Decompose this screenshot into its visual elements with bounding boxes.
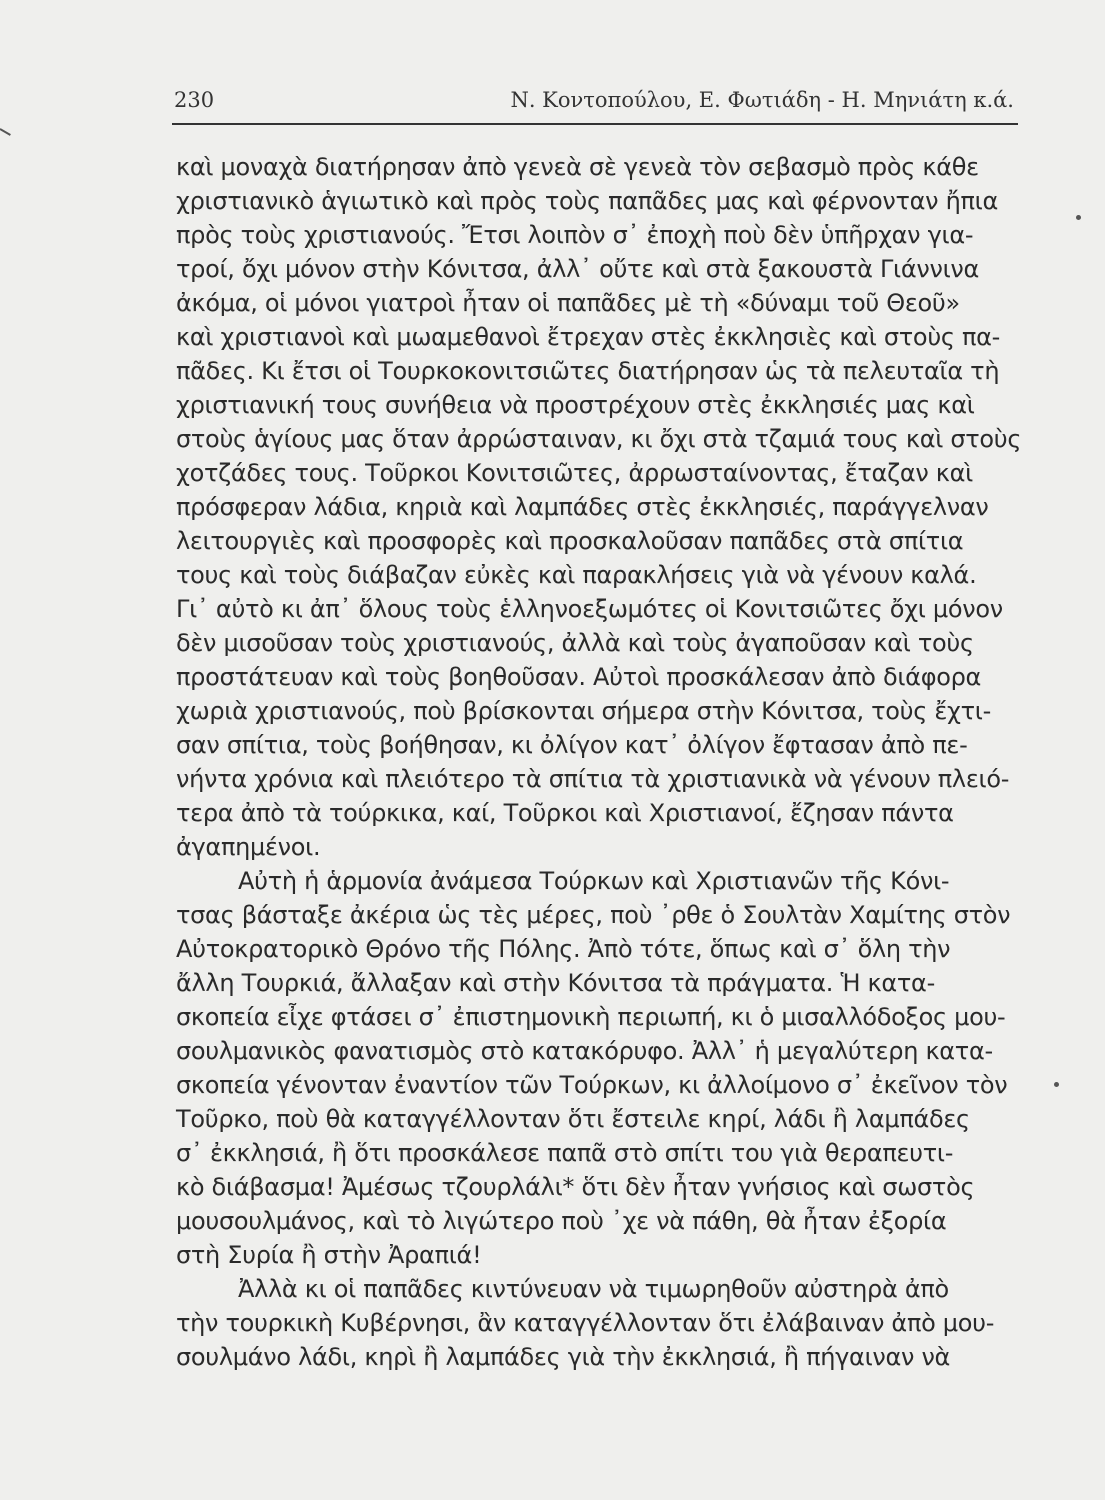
text-line: ἀκόμα, οἱ μόνοι γιατροὶ ἦταν οἱ παπᾶδες μὲ τὴ «δύναμι τοῦ Θεοῦ»: [176, 289, 960, 317]
text-line: χωριὰ χριστιανούς, ποὺ βρίσκονται σήμερα στὴν Κόνιτσα, τοὺς ἔχτι-: [176, 697, 991, 725]
text-line: ἄλλη Τουρκιά, ἄλλαξαν καὶ στὴν Κόνιτσα τὰ πράγματα. Ἡ κατα-: [176, 969, 935, 997]
text-line: τους καὶ τοὺς διάβαζαν εὐκὲς καὶ παρακλήσεις γιὰ νὰ γένουν καλά.: [176, 561, 977, 589]
text-line: προστάτευαν καὶ τοὺς βοηθοῦσαν. Αὐτοὶ προσκάλεσαν ἀπὸ διάφορα: [176, 663, 982, 691]
text-line: Αὐτὴ ἡ ἁρμονία ἀνάμεσα Τούρκων καὶ Χριστιανῶν τῆς Κόνι-: [238, 867, 950, 895]
text-line: πρόσφεραν λάδια, κηριὰ καὶ λαμπάδες στὲς ἐκκλησιές, παράγγελναν: [176, 493, 989, 521]
page-number: 230: [174, 88, 215, 112]
text-line: καὶ μοναχὰ διατήρησαν ἀπὸ γενεὰ σὲ γενεὰ τὸν σεβασμὸ πρὸς κάθε: [176, 153, 979, 181]
margin-mark: [0, 128, 11, 136]
text-line: σουλμανικὸς φανατισμὸς στὸ κατακόρυφο. Ἀλλ᾽ ἡ μεγαλύτερη κατα-: [176, 1037, 993, 1065]
text-line: μουσουλμάνος, καὶ τὸ λιγώτερο ποὺ ᾽χε νὰ πάθη, θὰ ἦταν ἐξορία: [176, 1207, 947, 1235]
text-line: πᾶδες. Κι ἔτσι οἱ Τουρκοκονιτσιῶτες διατήρησαν ὡς τὰ πελευταῖα τὴ: [176, 357, 1000, 385]
margin-dot: [1054, 1082, 1059, 1087]
text-line: σκοπεία εἶχε φτάσει σ᾽ ἐπιστημονικὴ περιωπή, κι ὁ μισαλλόδοξος μου-: [176, 1003, 1006, 1031]
text-line: Αὐτοκρατορικὸ Θρόνο τῆς Πόλης. Ἀπὸ τότε, ὅπως καὶ σ᾽ ὅλη τὴν: [176, 935, 951, 963]
text-line: κὸ διάβασμα! Ἀμέσως τζουρλάλι* ὅτι δὲν ἦταν γνήσιος καὶ σωστὸς: [176, 1173, 975, 1201]
header-rule: [172, 123, 1018, 125]
text-line: σκοπεία γένονταν ἐναντίον τῶν Τούρκων, κι ἀλλοίμονο σ᾽ ἐκεῖνον τὸν: [176, 1071, 1008, 1099]
text-line: Τοῦρκο, ποὺ θὰ καταγγέλλονταν ὅτι ἔστειλε κηρί, λάδι ἢ λαμπάδες: [176, 1105, 970, 1133]
text-line: σαν σπίτια, τοὺς βοήθησαν, κι ὀλίγον κατ᾽ ὀλίγον ἔφτασαν ἀπὸ πε-: [176, 731, 968, 759]
text-line: δὲν μισοῦσαν τοὺς χριστιανούς, ἀλλὰ καὶ τοὺς ἀγαποῦσαν καὶ τοὺς: [176, 629, 974, 657]
text-line: στοὺς ἁγίους μας ὅταν ἀρρώσταιναν, κι ὄχι στὰ τζαμιά τους καὶ στοὺς: [176, 425, 1022, 453]
text-line: σουλμάνο λάδι, κηρὶ ἢ λαμπάδες γιὰ τὴν ἐκκλησιά, ἢ πήγαιναν νὰ: [176, 1343, 951, 1371]
text-line: τερα ἀπὸ τὰ τούρκικα, καί, Τοῦρκοι καὶ Χριστιανοί, ἔζησαν πάντα: [176, 799, 954, 827]
text-line: τσας βάσταξε ἀκέρια ὡς τὲς μέρες, ποὺ ᾽ρθε ὁ Σουλτὰν Χαμίτης στὸν: [176, 901, 1011, 929]
text-line: ἀγαπημένοι.: [176, 833, 321, 861]
text-line: νήντα χρόνια καὶ πλειότερο τὰ σπίτια τὰ χριστιανικὰ νὰ γένουν πλειό-: [176, 765, 1010, 793]
text-line: χριστιανική τους συνήθεια νὰ προστρέχουν στὲς ἐκκλησιές μας καὶ: [176, 391, 975, 419]
body-text: [176, 150, 1026, 1374]
text-line: σ᾽ ἐκκλησιά, ἢ ὅτι προσκάλεσε παπᾶ στὸ σπίτι του γιὰ θεραπευτι-: [176, 1139, 954, 1167]
text-line: στὴ Συρία ἢ στὴν Ἀραπιά!: [176, 1241, 482, 1269]
page-header: [174, 84, 1014, 118]
text-line: τροί, ὄχι μόνον στὴν Κόνιτσα, ἀλλ᾽ οὔτε καὶ στὰ ξακουστὰ Γιάννινα: [176, 255, 980, 283]
text-line: καὶ χριστιανοὶ καὶ μωαμεθανοὶ ἔτρεχαν στὲς ἐκκλησιὲς καὶ στοὺς πα-: [176, 323, 1001, 351]
text-line: λειτουργιὲς καὶ προσφορὲς καὶ προσκαλοῦσαν παπᾶδες στὰ σπίτια: [176, 527, 964, 555]
running-head: Ν. Κοντοπούλου, Ε. Φωτιάδη - Η. Μηνιάτη κ.ά.: [510, 88, 1014, 112]
text-line: χριστιανικὸ ἁγιωτικὸ καὶ πρὸς τοὺς παπᾶδες μας καὶ φέρνονταν ἤπια: [176, 187, 998, 215]
margin-dot: [1076, 215, 1081, 220]
text-line: πρὸς τοὺς χριστιανούς. Ἔτσι λοιπὸν σ᾽ ἐποχὴ ποὺ δὲν ὑπῆρχαν για-: [176, 221, 974, 249]
text-line: τὴν τουρκικὴ Κυβέρνησι, ἂν καταγγέλλονταν ὅτι ἐλάβαιναν ἀπὸ μου-: [176, 1309, 995, 1337]
text-line: Ἀλλὰ κι οἱ παπᾶδες κιντύνευαν νὰ τιμωρηθοῦν αὐστηρὰ ἀπὸ: [238, 1275, 949, 1303]
text-line: χοτζάδες τους. Τοῦρκοι Κονιτσιῶτες, ἀρρωσταίνοντας, ἔταζαν καὶ: [176, 459, 973, 487]
text-line: Γι᾽ αὐτὸ κι ἀπ᾽ ὅλους τοὺς ἑλληνοεξωμότες οἱ Κονιτσιῶτες ὄχι μόνον: [176, 595, 1003, 623]
